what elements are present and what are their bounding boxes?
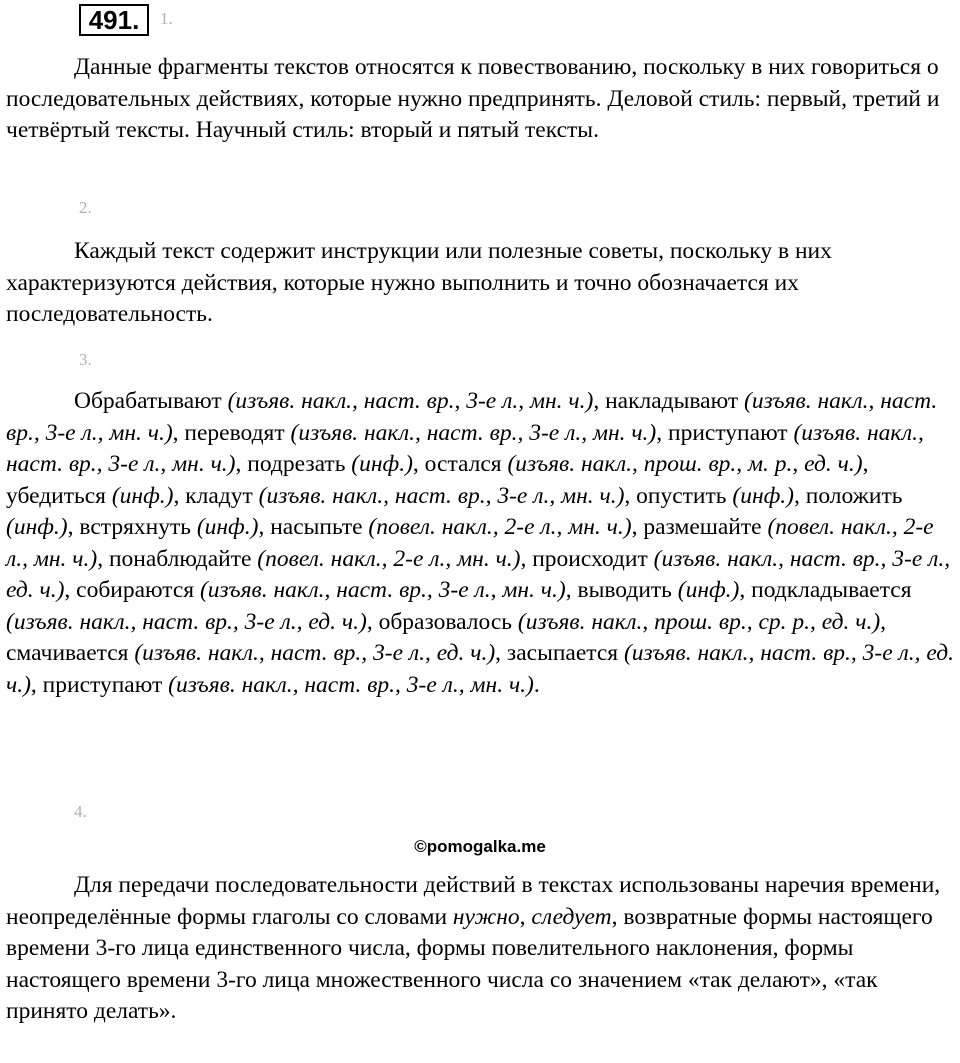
grammar-annotation: (изъяв. накл., наст. вр., 3-е л., мн. ч.) <box>227 388 594 414</box>
section-4-text <box>6 870 956 1028</box>
grammar-annotation: нужно <box>452 903 520 930</box>
text-run: , возвратные формы настоящего времени 3-го лица единственного числа, формы повелительного наклонения, формы настоящего времени 3-го лица множественного числа со значением «так делают», «так принято делать». <box>6 903 933 1024</box>
text-run: , смачивается <box>6 608 887 666</box>
watermark: ©pomogalka.me <box>414 837 546 856</box>
text-run: , насыпьте <box>258 514 369 540</box>
grammar-annotation: (изъяв. накл., наст. вр., 3-е л., мн. ч.) <box>6 419 924 477</box>
text-run: , кладут <box>173 482 259 509</box>
grammar-annotation: (изъяв. накл., прош. вр., м. р., ед. ч.) <box>507 451 863 477</box>
section-2-text: Каждый текст содержит инструкции или полезные советы, поскольку в них характеризуются действия, которые нужно выполнить и точно обозначается их последовательность. <box>6 238 832 327</box>
text-run: , приступают <box>656 419 794 446</box>
grammar-annotation: (изъяв. накл., наст. вр., 3-е л., мн. ч.) <box>199 577 566 603</box>
text-run: , накладывают <box>593 388 744 414</box>
exercise-number: 491. <box>79 4 149 36</box>
text-run: , подрезать <box>235 451 352 477</box>
text-run: , подкладывается <box>739 577 912 603</box>
grammar-annotation: (повел. накл., 2-е л., мн. ч.) <box>368 514 632 540</box>
grammar-annotation: (изъяв. накл., прош. вр., ср. р., ед. ч.) <box>517 608 881 635</box>
text-run: , встряхнуть <box>67 514 197 540</box>
grammar-annotation: (инф.) <box>732 482 794 509</box>
section-number-4: 4. <box>74 802 87 821</box>
section-number-2: 2. <box>79 198 92 217</box>
grammar-annotation: (изъяв. накл., наст. вр., 3-е л., ед. ч.) <box>134 640 496 666</box>
text-run: , выводить <box>565 577 678 603</box>
text-run: , засыпается <box>495 640 624 666</box>
text-run: Для передачи последовательности действий в текстах использованы наречия времени, неопределённые формы глаголы со словами <box>6 872 941 930</box>
grammar-annotation: следует <box>531 903 612 930</box>
text-run: , убедиться <box>6 451 869 509</box>
grammar-annotation: (изъяв. накл., наст. вр., 3-е л., мн. ч.) <box>258 482 625 509</box>
text-run: , размешайте <box>631 514 768 540</box>
grammar-annotation: (изъяв. накл., наст. вр., 3-е л., мн. ч.) <box>168 671 534 698</box>
grammar-annotation: (инф.) <box>677 577 740 603</box>
grammar-annotation: (инф.) <box>196 514 259 540</box>
section-1-text: Данные фрагменты текстов относятся к повествованию, поскольку в них говориться о последовательных действиях, которые нужно предпринять. Деловой стиль: первый, третий и четвёртый тексты. Научный стиль: вторый и пятый тексты. <box>6 54 940 143</box>
grammar-annotation: (изъяв. накл., наст. вр., 3-е л., мн. ч.) <box>290 419 657 446</box>
text-run: , опустить <box>624 482 733 509</box>
grammar-annotation: (инф.) <box>6 514 68 540</box>
text-run: , <box>519 903 532 930</box>
text-run: , собираются <box>64 577 200 603</box>
grammar-annotation: (изъяв. накл., наст. вр., 3-е л., ед. ч.) <box>6 640 955 698</box>
section-number-3: 3. <box>79 350 92 369</box>
text-run: , понаблюдайте <box>97 545 258 572</box>
grammar-annotation: (изъяв. накл., наст. вр., 3-е л., ед. ч.) <box>6 545 951 603</box>
text-run: , положить <box>794 482 903 509</box>
grammar-annotation: (изъяв. накл., наст. вр., 3-е л., мн. ч.) <box>6 388 938 446</box>
text-run: , переводят <box>172 419 291 446</box>
text-run: . <box>533 671 540 698</box>
text-run: Обрабатывают <box>74 388 228 414</box>
text-run: , происходит <box>520 545 654 572</box>
section-number-1: 1. <box>160 9 173 28</box>
text-run: , остался <box>412 451 508 477</box>
grammar-annotation: (повел. накл., 2-е л., мн. ч.) <box>257 545 521 572</box>
grammar-annotation: (повел. накл., 2-е л., мн. ч.) <box>6 514 934 572</box>
grammar-annotation: (инф.) <box>111 482 174 509</box>
section-3-text <box>6 386 956 701</box>
text-run: , образовалось <box>366 608 518 635</box>
grammar-annotation: (изъяв. накл., наст. вр., 3-е л., ед. ч.) <box>6 608 367 635</box>
text-run: , приступают <box>30 671 169 698</box>
grammar-annotation: (инф.) <box>351 451 413 477</box>
